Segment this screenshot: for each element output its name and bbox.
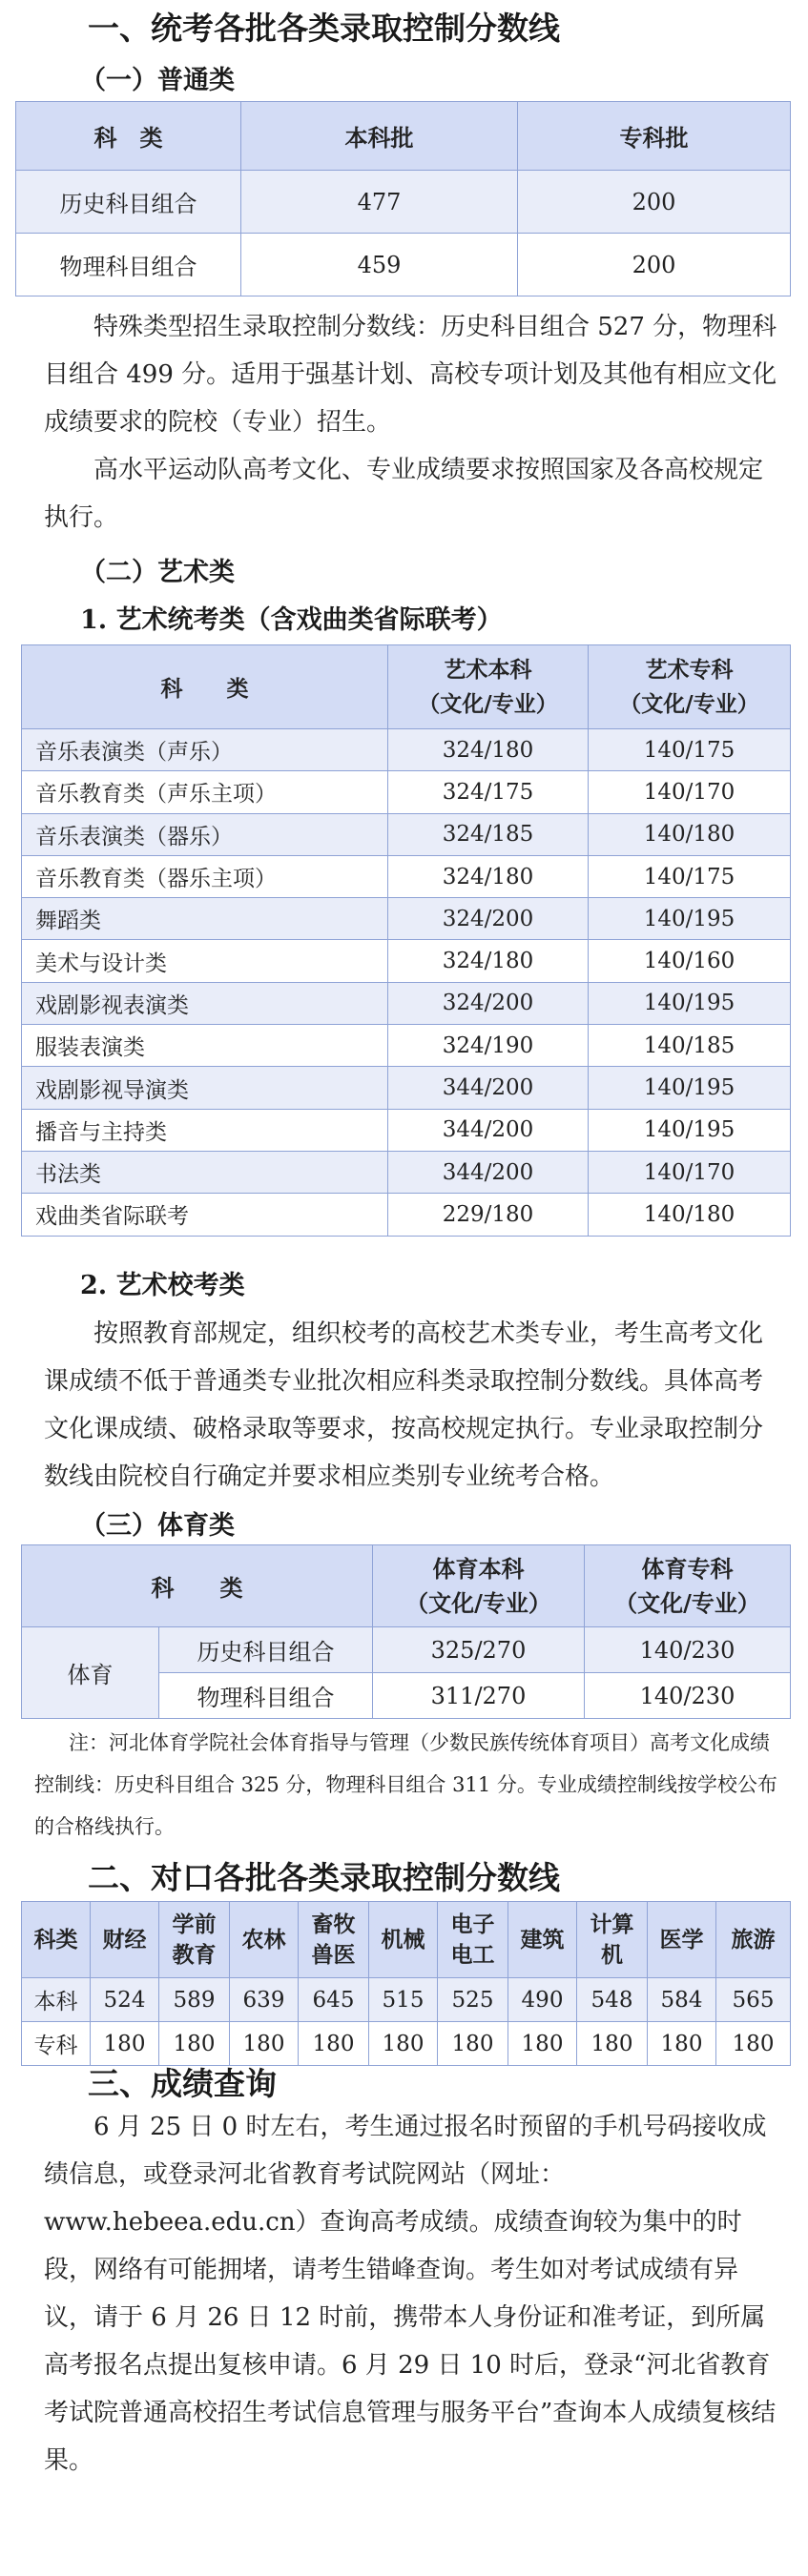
cell-value: 180 [159,2022,230,2066]
cell-value: 229/180 [388,1194,589,1236]
cell-value: 324/180 [388,729,589,771]
col-header [577,1902,648,1978]
cell-value: 140/170 [589,1151,791,1193]
table-row [22,855,791,897]
sports-title: （三）体育类 [80,1511,235,1541]
col-header [438,1902,508,1978]
col-header [369,1902,438,1978]
table-row [22,1194,791,1236]
art-sub2-title: 2. 艺术校考类 [80,1271,245,1300]
table-row [22,1978,791,2022]
col-header [91,1902,159,1978]
cell-value: 324/190 [388,1025,589,1067]
col-header [159,1902,230,1978]
sports-table [21,1544,791,1719]
cell-value: 490 [508,1978,577,2022]
row-label: 物理科目组合 [16,234,241,296]
header-line: 电工 [450,1941,495,1968]
cell-value: 344/200 [388,1151,589,1193]
header-line: （文化/专业） [418,690,558,717]
cell-value: 180 [577,2022,648,2066]
cell-value: 180 [648,2022,716,2066]
header-line: 农林 [241,1926,286,1952]
col-header [716,1902,791,1978]
cell-value: 140/160 [589,940,791,982]
cell-value: 639 [230,1978,299,2022]
cell-value: 140/185 [589,1025,791,1067]
cell-value: 477 [241,171,518,234]
row-label: 音乐教育类（器乐主项） [22,855,388,897]
cell-value: 140/195 [589,1109,791,1151]
cell-value: 180 [508,2022,577,2066]
row-label: 音乐教育类（声乐主项） [22,771,388,813]
cell-value: 140/170 [589,771,791,813]
cell-value: 344/200 [388,1109,589,1151]
cell-value: 140/230 [585,1627,791,1673]
col-header [648,1902,716,1978]
row-label: 音乐表演类（声乐） [22,729,388,771]
header-line: 计算 [590,1911,634,1937]
art-table [21,644,791,1237]
cell-value: 525 [438,1978,508,2022]
row-label: 本科 [22,1978,91,2022]
section2-title: 二、对口各批各类录取控制分数线 [88,1859,560,1896]
table-row [22,982,791,1024]
col-header-art-undergrad [388,645,589,729]
header-line: 旅游 [731,1926,776,1952]
table-row [22,1067,791,1109]
header-line: 艺术专科 [645,656,734,683]
header-line: （文化/专业） [619,690,759,717]
table-row [22,898,791,940]
cell-value: 324/185 [388,813,589,855]
header-line: 学前 [172,1911,217,1937]
header-line: 机 [601,1941,623,1968]
cell-value: 140/180 [589,813,791,855]
row-label: 专科 [22,2022,91,2066]
cell-value: 140/180 [589,1194,791,1236]
cell-value: 548 [577,1978,648,2022]
general-title: （一）普通类 [80,66,235,95]
header-line: （文化/专业） [614,1588,760,1617]
cell-value: 645 [299,1978,369,2022]
row-label: 戏剧影视表演类 [22,982,388,1024]
group-label: 体育 [22,1627,159,1719]
col-header [299,1902,369,1978]
cell-value: 565 [716,1978,791,2022]
cell-value: 515 [369,1978,438,2022]
cell-value: 140/195 [589,982,791,1024]
col-header-college: 专科批 [518,102,791,171]
cell-value: 324/200 [388,982,589,1024]
cell-value: 180 [369,2022,438,2066]
table-row [22,1627,791,1673]
table-row [22,729,791,771]
cell-value: 324/200 [388,898,589,940]
cell-value: 180 [299,2022,369,2066]
special-admission-paragraph: 特殊类型招生录取控制分数线：历史科目组合 527 分，物理科目组合 499 分。适用于强基计划、高校专项计划及其他有相应文化成绩要求的院校（专业）招生。 [44,313,777,437]
cell-value: 180 [91,2022,159,2066]
cell-value: 140/195 [589,1067,791,1109]
sports-team-paragraph: 高水平运动队高考文化、专业成绩要求按照国家及各高校规定执行。 [44,456,764,532]
header-line: 机械 [381,1926,425,1952]
col-header-sports-college [585,1545,791,1627]
header-line: 体育本科 [432,1554,525,1583]
cell-value: 459 [241,234,518,296]
header-line: 畜牧 [311,1911,356,1937]
cell-value: 140/195 [589,898,791,940]
col-header-sports-undergrad [373,1545,585,1627]
art-school-exam-paragraph: 按照教育部规定，组织校考的高校艺术类专业，考生高考文化课成绩不低于普通类专业批次相应科类录取控制分数线。具体高考文化课成绩、破格录取等要求，按高校规定执行。专业录取控制分数线由院校自行确定并要求相应类别专业统考合格。 [44,1319,764,1491]
header-line: 艺术本科 [444,656,532,683]
general-table [15,101,791,296]
header-line: 财经 [102,1926,147,1952]
col-header [22,1902,91,1978]
cell-value: 324/175 [388,771,589,813]
art-table-body [22,729,791,1237]
header-line: 科类 [33,1926,78,1952]
sports-note: 注：河北体育学院社会体育指导与管理（少数民族传统体育项目）高考文化成绩控制线：历史科目组合 325 分，物理科目组合 311 分。专业成绩控制线按学校公布的合格线执行。 [34,1731,777,1838]
col-header-category: 科 类 [16,102,241,171]
col-header-undergrad: 本科批 [241,102,518,171]
vocational-header-row [22,1902,791,1978]
cell-value: 584 [648,1978,716,2022]
row-label: 音乐表演类（器乐） [22,813,388,855]
cell-value: 200 [518,171,791,234]
art-title: （二）艺术类 [80,558,235,587]
cell-value: 140/230 [585,1673,791,1719]
col-header [508,1902,577,1978]
row-label: 美术与设计类 [22,940,388,982]
vocational-table [21,1901,791,2066]
row-label: 物理科目组合 [159,1673,373,1719]
cell-value: 311/270 [373,1673,585,1719]
row-label: 播音与主持类 [22,1109,388,1151]
score-query-paragraph: 6 月 25 日 0 时左右，考生通过报名时预留的手机号码接收成绩信息，或登录河北省教育考试院网站（网址：www.hebeea.edu.cn）查询高考成绩。成绩查询较为集中的时段，网络有可能拥堵，请考生错峰查询。考生如对考试成绩有异议，请于 6 月 26 日 12 时前，携带本人身份证和准考证，到所属高考报名点提出复核申请。6 月 29 日 10 时后，登录“河北省教育考试院普通高校招生考试信息管理与服务平台”查询本人成绩复核结果。 [44,2113,777,2475]
table-row [22,813,791,855]
cell-value: 344/200 [388,1067,589,1109]
vocational-table-body [22,1978,791,2066]
cell-value: 180 [230,2022,299,2066]
art-sub1-title: 1. 艺术统考类（含戏曲类省际联考） [80,605,503,635]
row-label: 历史科目组合 [159,1627,373,1673]
header-line: 体育专科 [641,1554,734,1583]
row-label: 舞蹈类 [22,898,388,940]
header-line: 教育 [172,1941,217,1968]
header-line: 兽医 [311,1941,356,1968]
cell-value: 524 [91,1978,159,2022]
row-label: 戏曲类省际联考 [22,1194,388,1236]
row-label: 戏剧影视导演类 [22,1067,388,1109]
col-header [230,1902,299,1978]
table-row [22,1025,791,1067]
cell-value: 589 [159,1978,230,2022]
cell-value: 325/270 [373,1627,585,1673]
header-line: 医学 [659,1926,704,1952]
table-row [22,1151,791,1193]
table-row [16,171,791,234]
cell-value: 140/175 [589,855,791,897]
col-header-category: 科 类 [22,645,388,729]
section1-title: 一、统考各批各类录取控制分数线 [88,10,560,47]
cell-value: 180 [716,2022,791,2066]
table-row [22,771,791,813]
cell-value: 140/175 [589,729,791,771]
row-label: 书法类 [22,1151,388,1193]
row-label: 服装表演类 [22,1025,388,1067]
section3-title: 三、成绩查询 [88,2065,277,2102]
table-row [22,940,791,982]
header-line: 电子 [450,1911,495,1937]
cell-value: 324/180 [388,855,589,897]
row-label: 历史科目组合 [16,171,241,234]
table-row [16,234,791,296]
header-line: 建筑 [520,1926,565,1952]
col-header-art-college [589,645,791,729]
header-line: （文化/专业） [405,1588,551,1617]
cell-value: 200 [518,234,791,296]
cell-value: 180 [438,2022,508,2066]
cell-value: 324/180 [388,940,589,982]
table-row [22,1109,791,1151]
col-header-category: 科 类 [22,1545,373,1627]
